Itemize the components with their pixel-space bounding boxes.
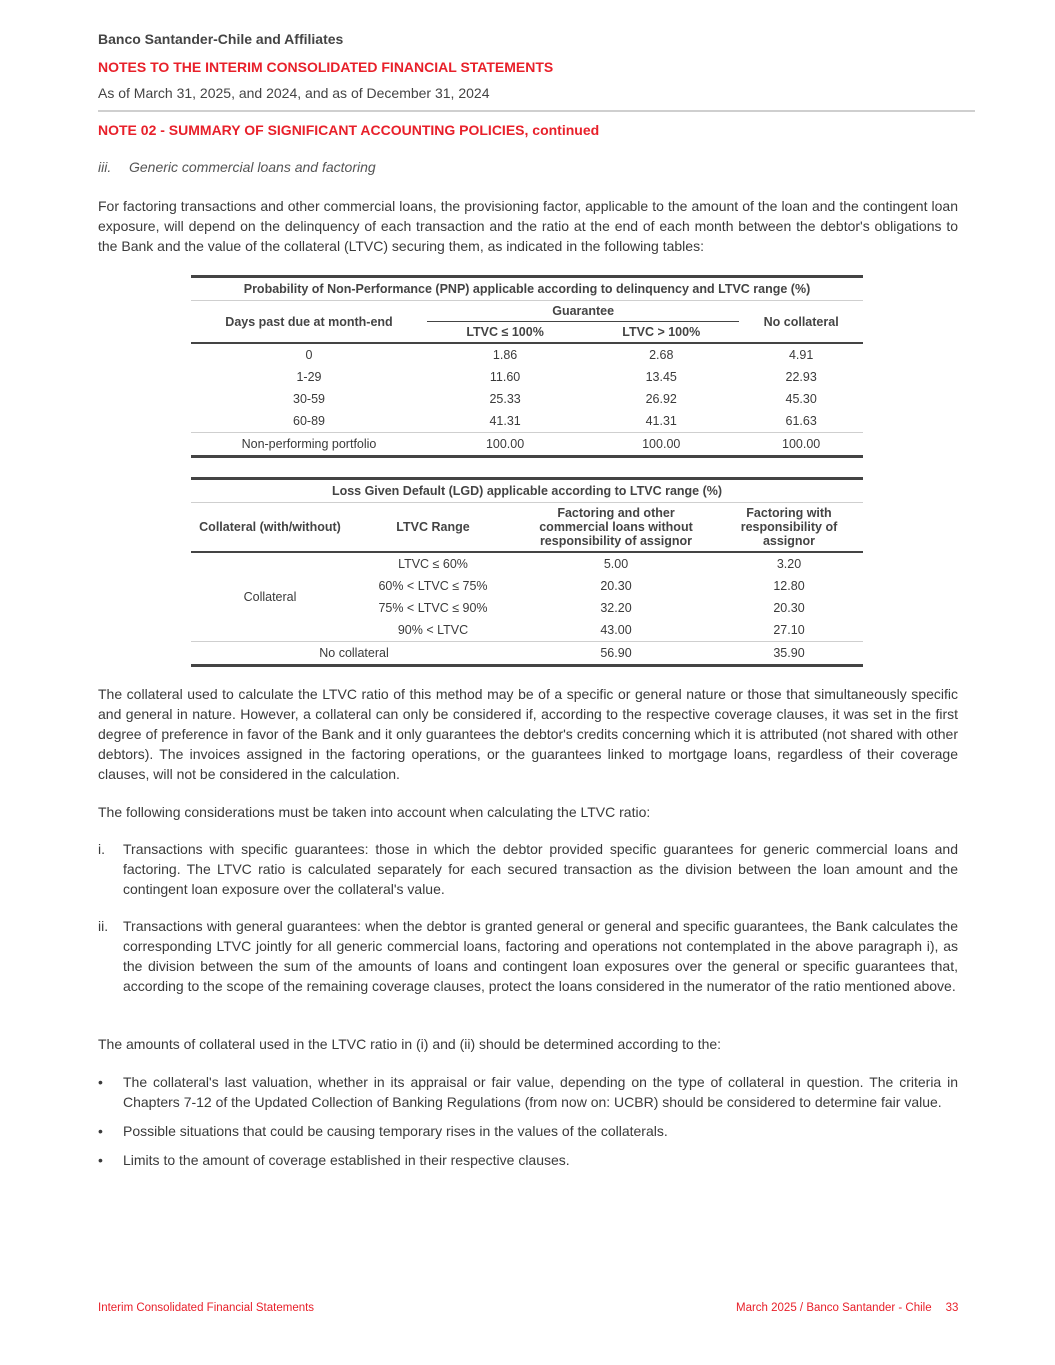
as-of-date: As of March 31, 2025, and 2024, and as of December 31, 2024	[98, 85, 490, 101]
lgd-table-title: Loss Given Default (LGD) applicable according to LTVC range (%)	[191, 479, 863, 503]
bullet-marker: •	[98, 1152, 103, 1168]
lgd-collateral-label: Collateral	[243, 590, 297, 604]
pnp-col-ltvc-le: LTVC ≤ 100%	[427, 322, 583, 344]
pnp-gt: 13.45	[645, 370, 677, 384]
lgd-range: 90% < LTVC	[397, 623, 469, 637]
pnp-gt: 41.31	[645, 414, 677, 428]
pnp-col-no-collateral: No collateral	[739, 301, 863, 344]
pnp-days: 60-89	[293, 414, 325, 428]
subheading-number: iii.	[98, 159, 112, 175]
footer-left: Interim Consolidated Financial Statements	[98, 1302, 315, 1314]
intro-paragraph: For factoring transactions and other commercial loans, the provisioning factor, applicable to the amount of the loan and the contingent loan exposure, will depend on the delinquency of each transaction and the ratio at the end of each month between the debtor's obligations to the Bank and the value of the collateral (LTVC) securing them, as indicated in the following tables:	[98, 198, 958, 254]
lgd-col-without: Factoring and other commercial loans without responsibility of assignor	[517, 503, 715, 553]
page-number: 33	[945, 1302, 959, 1314]
list-marker: i.	[98, 841, 105, 857]
list-item-text: Transactions with general guarantees: when the debtor is granted general or general and specific guarantees, the Bank calculates the corresponding LTVC jointly for all generic commercial loans, factoring and operations not contemplated in the above paragraph i), as the division between the sum of the amounts of loans and contingent loan exposures over the general or specific guarantees that, according to the scope of the remaining coverage clauses, protect the loans considered in the numerator of the ratio mentioned above.	[123, 918, 958, 994]
notes-title: NOTES TO THE INTERIM CONSOLIDATED FINANCIAL STATEMENTS	[98, 59, 554, 75]
pnp-days: 1-29	[296, 370, 322, 384]
pnp-le: 11.60	[489, 370, 521, 384]
table-row	[191, 552, 863, 575]
lgd-with: 3.20	[776, 557, 802, 571]
pnp-col-guarantee: Guarantee	[427, 301, 739, 322]
pnp-none: 22.93	[785, 370, 817, 384]
pnp-le: 1.86	[492, 348, 518, 362]
list-item-text: The collateral's last valuation, whether in its appraisal or fair value, depending on the type of collateral in question. The criteria in Chapters 7-12 of the Updated Collection of Banking Regulations (from now on: UCBR) should be considered to determine fair value.	[123, 1074, 958, 1110]
lgd-with: 20.30	[773, 601, 805, 615]
list-item	[98, 1121, 958, 1141]
pnp-none: 61.63	[785, 414, 817, 428]
subheading-text: Generic commercial loans and factoring	[129, 159, 376, 175]
considerations-paragraph: The following considerations must be taken into account when calculating the LTVC ratio:	[98, 804, 651, 820]
lgd-range: 75% < LTVC ≤ 90%	[378, 601, 488, 615]
table-row	[191, 343, 863, 366]
pnp-le: 41.31	[489, 414, 521, 428]
considerations-list	[98, 839, 958, 996]
pnp-none: 100.00	[739, 433, 863, 457]
list-item	[98, 916, 958, 996]
list-item	[98, 1150, 958, 1170]
footer-right-text: March 2025 / Banco Santander - Chile	[736, 1302, 932, 1314]
bullet-marker: •	[98, 1074, 103, 1090]
pnp-table-title: Probability of Non-Performance (PNP) applicable according to delinquency and LTVC range (%)	[191, 277, 863, 301]
pnp-table	[191, 275, 863, 458]
lgd-with: 35.90	[715, 642, 863, 666]
amounts-paragraph: The amounts of collateral used in the LTVC ratio in (i) and (ii) should be determined according to the:	[98, 1036, 722, 1052]
lgd-without: 5.00	[603, 557, 629, 571]
table-row	[191, 433, 863, 457]
table-row	[191, 366, 863, 388]
pnp-le: 25.33	[489, 392, 521, 406]
subheading	[98, 159, 376, 175]
pnp-days: 0	[305, 348, 313, 362]
list-item	[98, 1072, 958, 1112]
note-heading: NOTE 02 - SUMMARY OF SIGNIFICANT ACCOUNTING POLICIES, continued	[98, 122, 600, 138]
lgd-col-range: LTVC Range	[349, 503, 517, 553]
lgd-with: 12.80	[773, 579, 805, 593]
lgd-col-collateral: Collateral (with/without)	[191, 503, 349, 553]
list-item-text: Limits to the amount of coverage established in their respective clauses.	[123, 1152, 570, 1168]
footer-right	[736, 1302, 958, 1314]
list-marker: ii.	[98, 918, 109, 934]
lgd-without: 20.30	[600, 579, 632, 593]
pnp-col-ltvc-gt: LTVC > 100%	[583, 322, 739, 344]
list-item-text: Transactions with specific guarantees: those in which the debtor provided specific guarantees for generic commercial loans and factoring. The LTVC ratio is calculated separately for each secured transaction as the division between the loan amount and the contingent loan exposure over the collateral's value.	[123, 841, 958, 897]
lgd-range: 60% < LTVC ≤ 75%	[378, 579, 488, 593]
pnp-days: 30-59	[293, 392, 325, 406]
lgd-with: 27.10	[773, 623, 805, 637]
list-item-text: Possible situations that could be causing temporary rises in the values of the collaterals.	[123, 1123, 668, 1139]
lgd-without: 32.20	[600, 601, 632, 615]
collateral-paragraph: The collateral used to calculate the LTVC ratio of this method may be of a specific or general nature or those that simultaneously specific and general in nature. However, a collateral can only be considered if, according to the respective coverage clauses, it was set in the first degree of preference in favor of the Bank and it only guarantees the debtor's credits concerning which it is attributed (not shared with other debtors). The invoices assigned in the factoring operations, or the guarantees linked to mortgage loans, regardless of their coverage clauses, will not be considered in the calculation.	[98, 686, 958, 782]
lgd-without: 43.00	[600, 623, 632, 637]
pnp-gt: 2.68	[649, 348, 674, 362]
bullet-marker: •	[98, 1123, 103, 1139]
pnp-gt: 100.00	[583, 433, 739, 457]
table-row	[191, 388, 863, 410]
pnp-days: Non-performing portfolio	[191, 433, 427, 457]
lgd-table	[191, 477, 863, 667]
company-name: Banco Santander-Chile and Affiliates	[98, 31, 344, 47]
lgd-range: LTVC ≤ 60%	[398, 557, 468, 571]
list-item	[98, 839, 958, 899]
header-divider	[98, 110, 975, 112]
table-row	[191, 642, 863, 666]
pnp-le: 100.00	[427, 433, 583, 457]
bullet-list	[98, 1072, 958, 1170]
pnp-col-days: Days past due at month-end	[191, 301, 427, 344]
table-row	[191, 410, 863, 433]
lgd-no-collateral-label: No collateral	[191, 642, 517, 666]
pnp-none: 45.30	[785, 392, 817, 406]
pnp-gt: 26.92	[645, 392, 677, 406]
pnp-none: 4.91	[788, 348, 814, 362]
lgd-col-with: Factoring with responsibility of assignor	[715, 503, 863, 553]
lgd-without: 56.90	[517, 642, 715, 666]
